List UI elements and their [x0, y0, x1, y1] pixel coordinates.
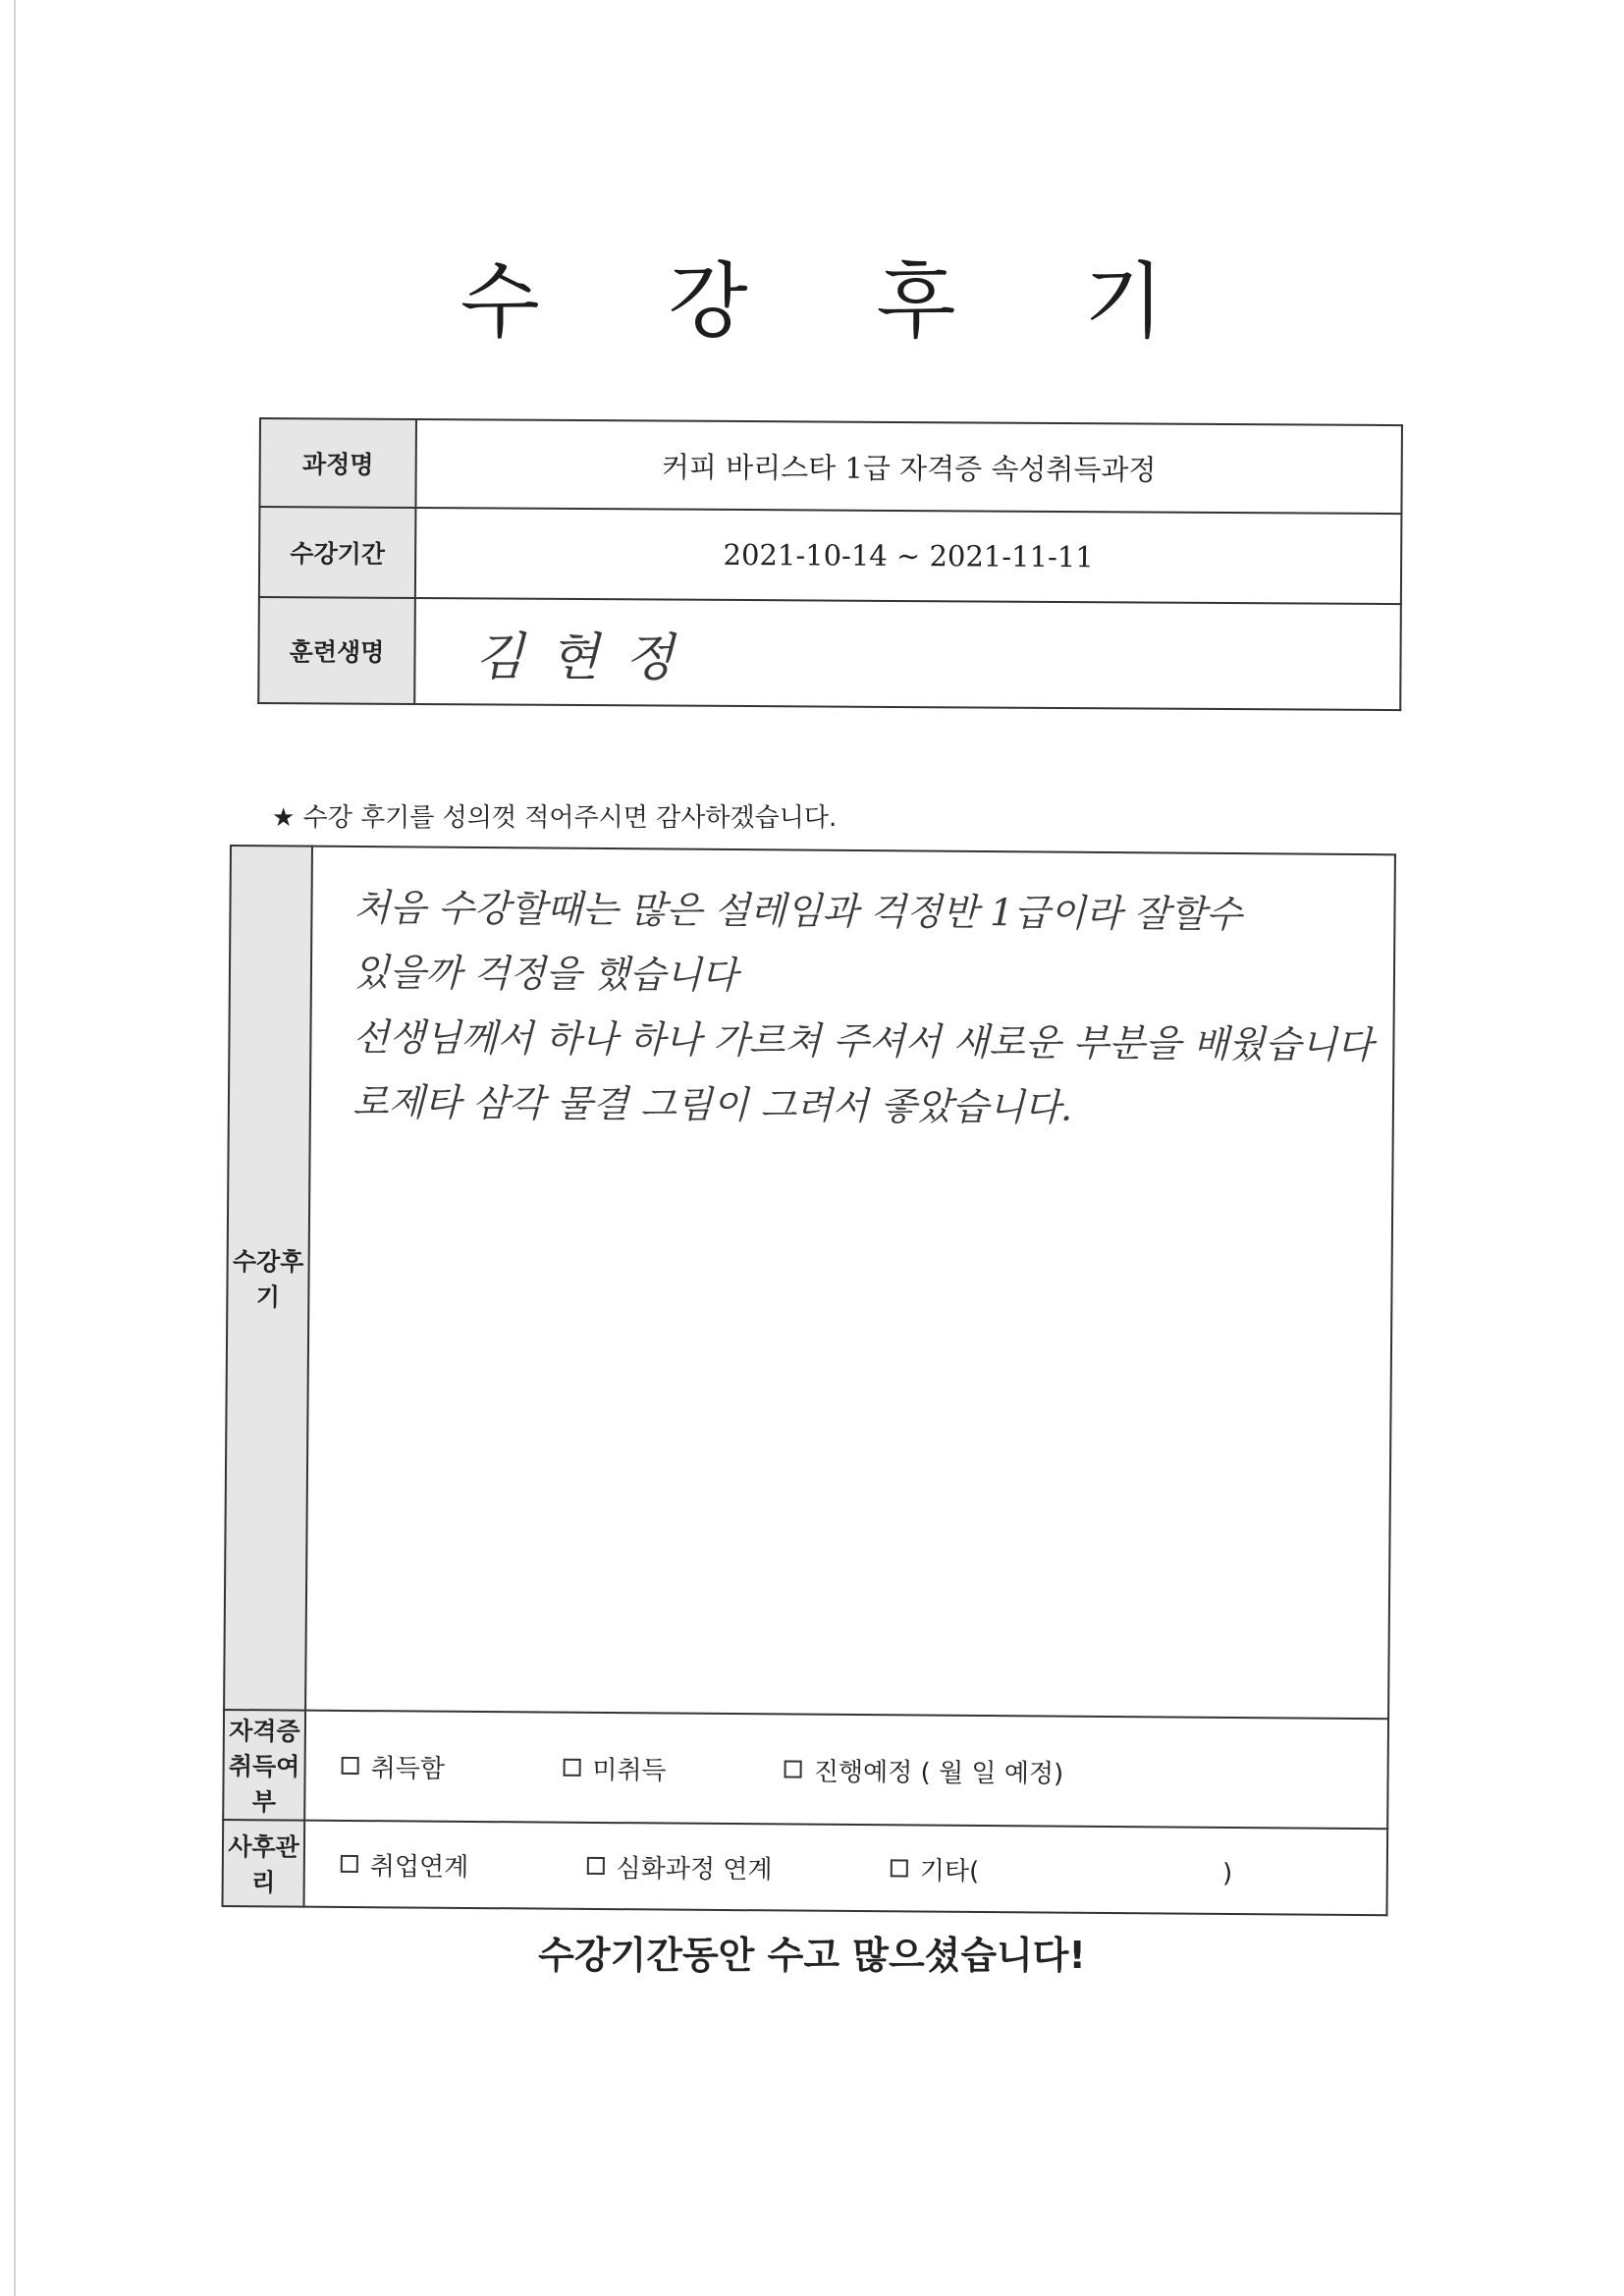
- checkbox-icon[interactable]: [342, 1756, 359, 1774]
- review-label: 수강후기: [224, 846, 312, 1711]
- option-label: 미취득: [592, 1755, 667, 1786]
- notice-text: ★ 수강 후기를 성의껏 적어주시면 감사하겠습니다.: [272, 803, 838, 833]
- certificate-label-line: 취득여부: [228, 1752, 300, 1817]
- course-name-value: 커피 바리스타 1급 자격증 속성취득과정: [415, 419, 1402, 514]
- checkbox-icon[interactable]: [587, 1856, 605, 1874]
- option-label: 심화과정 연계: [616, 1853, 773, 1885]
- option-label: 취업연계: [369, 1851, 469, 1883]
- course-name-label: 과정명: [259, 418, 416, 508]
- option-label: 진행예정 ( 월 일 예정): [813, 1757, 1064, 1789]
- checkbox-icon[interactable]: [891, 1859, 908, 1877]
- option-obtained[interactable]: [342, 1747, 446, 1784]
- page-title: 수 강 후 기: [460, 253, 1216, 350]
- certificate-label: [223, 1710, 305, 1821]
- review-line: 로제타 삼각 물결 그림이 그려서 좋았습니다.: [352, 1079, 1073, 1129]
- closing-message: 수강기간동안 수고 많으셨습니다!: [538, 1934, 1086, 1977]
- followup-label: 사후관리: [223, 1820, 305, 1907]
- option-label: 취득함: [370, 1753, 446, 1784]
- option-scheduled[interactable]: [785, 1751, 1064, 1789]
- option-not-obtained[interactable]: [563, 1749, 667, 1786]
- review-line: 처음 수강할때는 많은 설레임과 걱정반 1급이라 잘할수: [353, 885, 1242, 937]
- checkbox-icon[interactable]: [341, 1854, 358, 1872]
- course-info-table: [257, 417, 1403, 711]
- checkbox-icon[interactable]: [563, 1758, 580, 1776]
- followup-options: [304, 1821, 1388, 1916]
- review-line: 선생님께서 하나 하나 가르쳐 주셔서 새로운 부분을 배웠습니다: [352, 1014, 1374, 1067]
- option-advanced-course[interactable]: [586, 1847, 772, 1885]
- course-period-value: 2021-10-14 ~ 2021-11-11: [415, 508, 1402, 604]
- option-other[interactable]: [891, 1850, 1233, 1889]
- certificate-label-line: 자격증: [229, 1717, 300, 1746]
- certificate-options: [304, 1711, 1388, 1830]
- trainee-name-label: 훈련생명: [258, 597, 415, 704]
- review-text-area: [305, 847, 1395, 1720]
- option-label: 기타( ): [919, 1856, 1233, 1888]
- review-table: [222, 845, 1396, 1916]
- course-period-label: 수강기간: [259, 507, 416, 598]
- option-job-link[interactable]: [341, 1845, 469, 1883]
- checkbox-icon[interactable]: [785, 1760, 802, 1777]
- trainee-name-value: 김현정: [414, 598, 1401, 710]
- review-line: 있을까 걱정을 했습니다: [352, 950, 738, 998]
